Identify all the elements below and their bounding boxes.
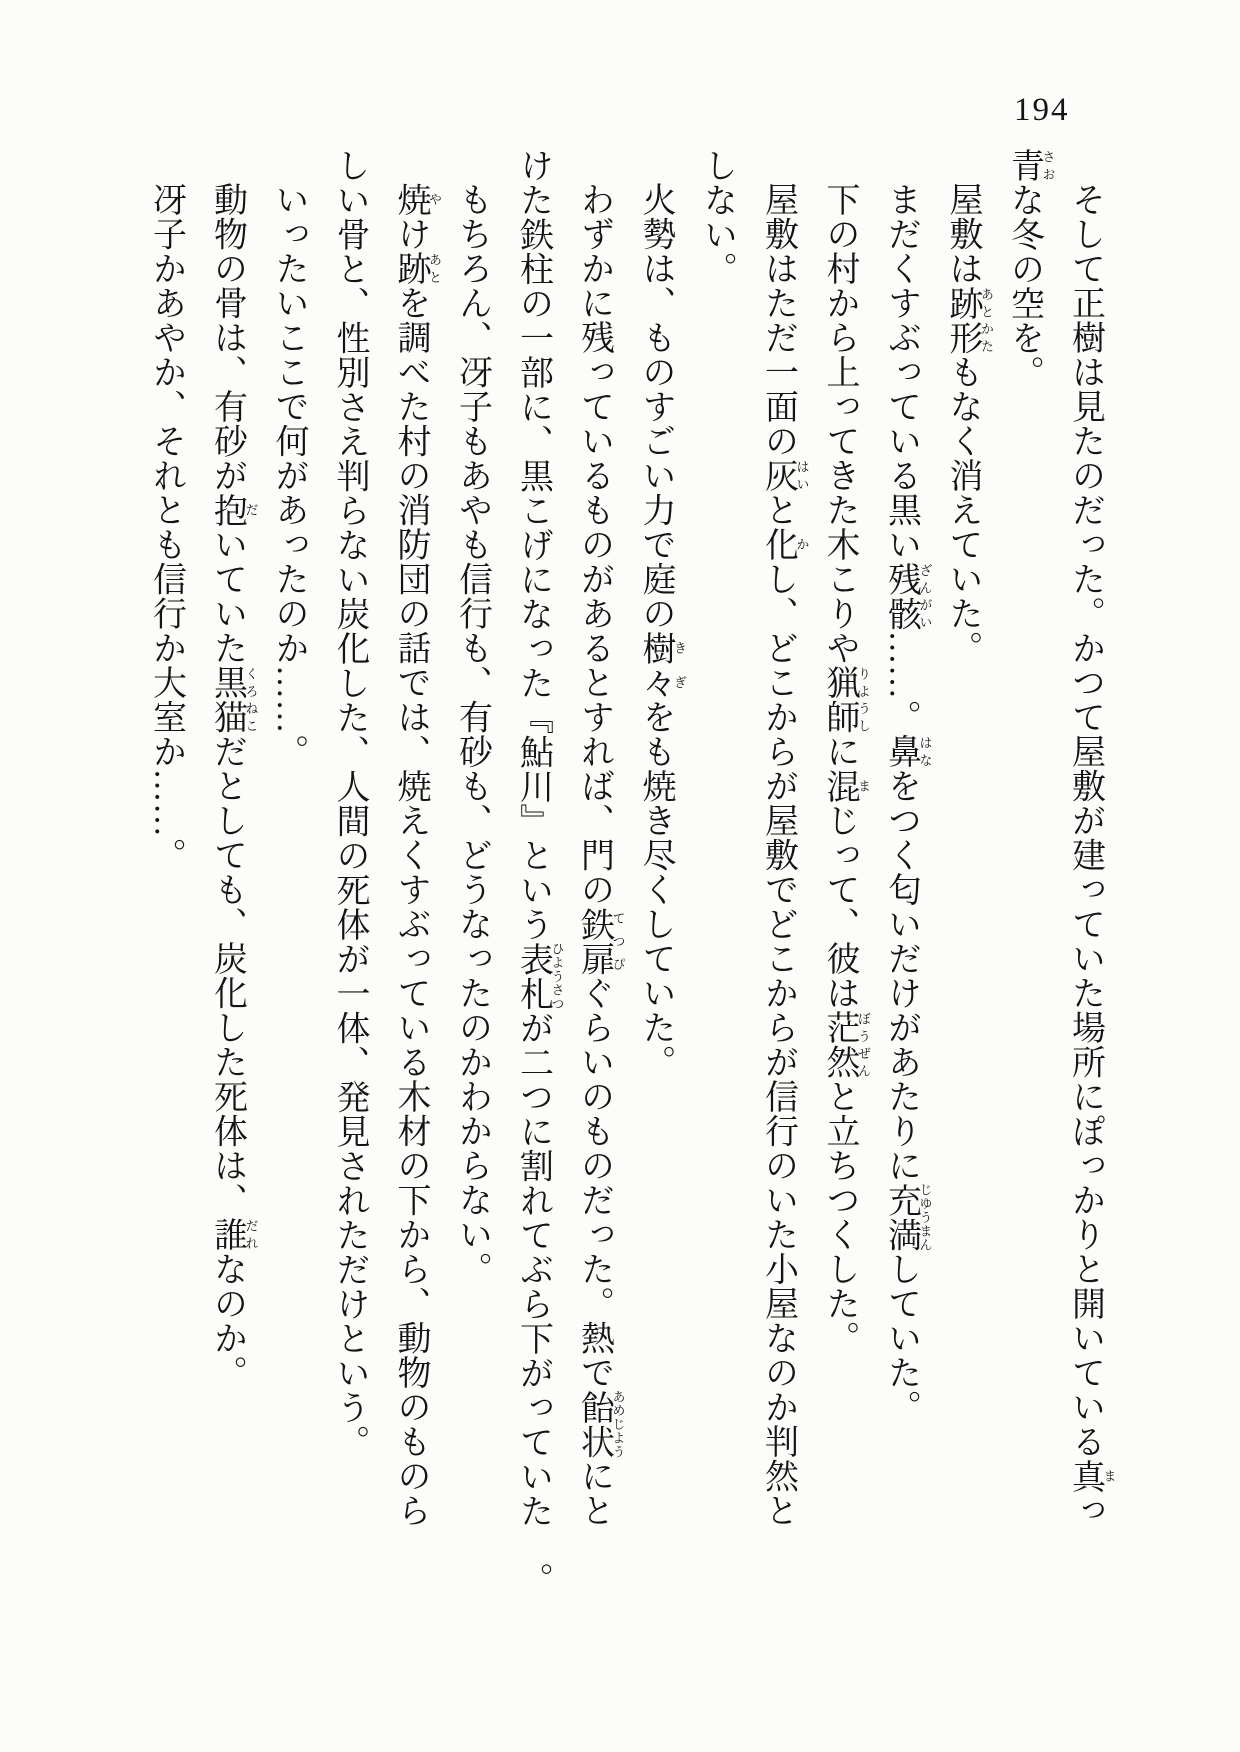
- ruby-annotated-text: 表札ひようさつ: [514, 941, 565, 1011]
- ruby-annotated-text: 誰だれ: [208, 1217, 259, 1252]
- ruby-annotated-text: 茫然ぼうぜん: [821, 1010, 871, 1079]
- ruby-annotated-text: 跡あと: [392, 251, 442, 286]
- page-number: 194: [1014, 92, 1070, 128]
- paragraph: 屋敷は跡形あとかたもなく消えていた。: [944, 182, 994, 665]
- ruby-annotated-text: 跡形あとかた: [944, 285, 994, 355]
- paragraph: わずかに残っているものがあるとすれば、門の鉄扉てつぴぐらいのものだった。熱で飴状あめじようにとけた鉄柱の一部に、黒こげになった『鮎川』という表札ひようさつが二つに割れてぶら下がっていた。: [514, 148, 626, 1597]
- ruby-annotated-text: 青さお: [1005, 148, 1056, 183]
- paragraph: 火勢は、ものすごい力で庭の樹々きぎをも焼き尽くしていた。: [637, 182, 687, 1079]
- paragraph: 動物の骨は、有砂が抱だいていた黒猫くろねこだとしても、炭化した死体は、誰だれなのか。: [208, 182, 259, 1390]
- paragraph: いったいここで何があったのか……。: [270, 182, 307, 769]
- paragraph: まだくすぶっている黒い残骸ざんがい……。鼻はなをつく匂いだけがあたりに充満じゆうまんしていた。: [882, 182, 933, 1424]
- ruby-annotated-text: 鉄扉てつぴ: [575, 906, 626, 976]
- ruby-annotated-text: 化か: [759, 527, 810, 562]
- ruby-annotated-text: 混ま: [821, 768, 871, 803]
- ruby-annotated-text: 残骸ざんがい: [882, 561, 933, 631]
- ruby-annotated-text: 真ま: [1066, 1458, 1117, 1493]
- paragraph: そして正樹は見たのだった。かつて屋敷が建っていた場所にぽっかりと開いている真まっ青さおな冬の空を。: [1005, 148, 1117, 1528]
- vertical-text-block: [136, 148, 1117, 1597]
- ruby-annotated-text: 焼や: [392, 182, 442, 217]
- paragraph: 焼やけ跡あとを調べた村の消防団の話では、焼えくすぶっている木材の下から、動物のものらしい骨と、性別さえ判らない炭化した、人間の死体が一体、発見されただけという。: [331, 148, 442, 1528]
- ruby-annotated-text: 猟師りようし: [821, 665, 871, 734]
- ruby-annotated-text: 黒猫くろねこ: [208, 665, 259, 734]
- ruby-annotated-text: 樹々きぎ: [637, 630, 687, 700]
- ruby-annotated-text: 灰はい: [759, 458, 810, 493]
- ruby-annotated-text: 抱だ: [208, 492, 259, 527]
- paragraph: 冴子かあやか、それとも信行か大室か……。: [147, 182, 185, 872]
- paragraph: もちろん、冴子もあやも信行も、有砂も、どうなったのかわからない。: [453, 182, 491, 1286]
- paragraph: 屋敷はただ一面の灰はいと化かし、どこからが屋敷でどこからが信行のいた小屋なのか判然としない。: [698, 148, 810, 1528]
- ruby-annotated-text: 鼻はな: [882, 734, 933, 769]
- paragraph: 下の村から上ってきた木こりや猟師りようしに混まじって、彼は茫然ぼうぜんと立ちつくした。: [821, 182, 871, 1355]
- ruby-annotated-text: 充満じゆうまん: [882, 1182, 933, 1252]
- ruby-annotated-text: 飴状あめじよう: [575, 1389, 626, 1459]
